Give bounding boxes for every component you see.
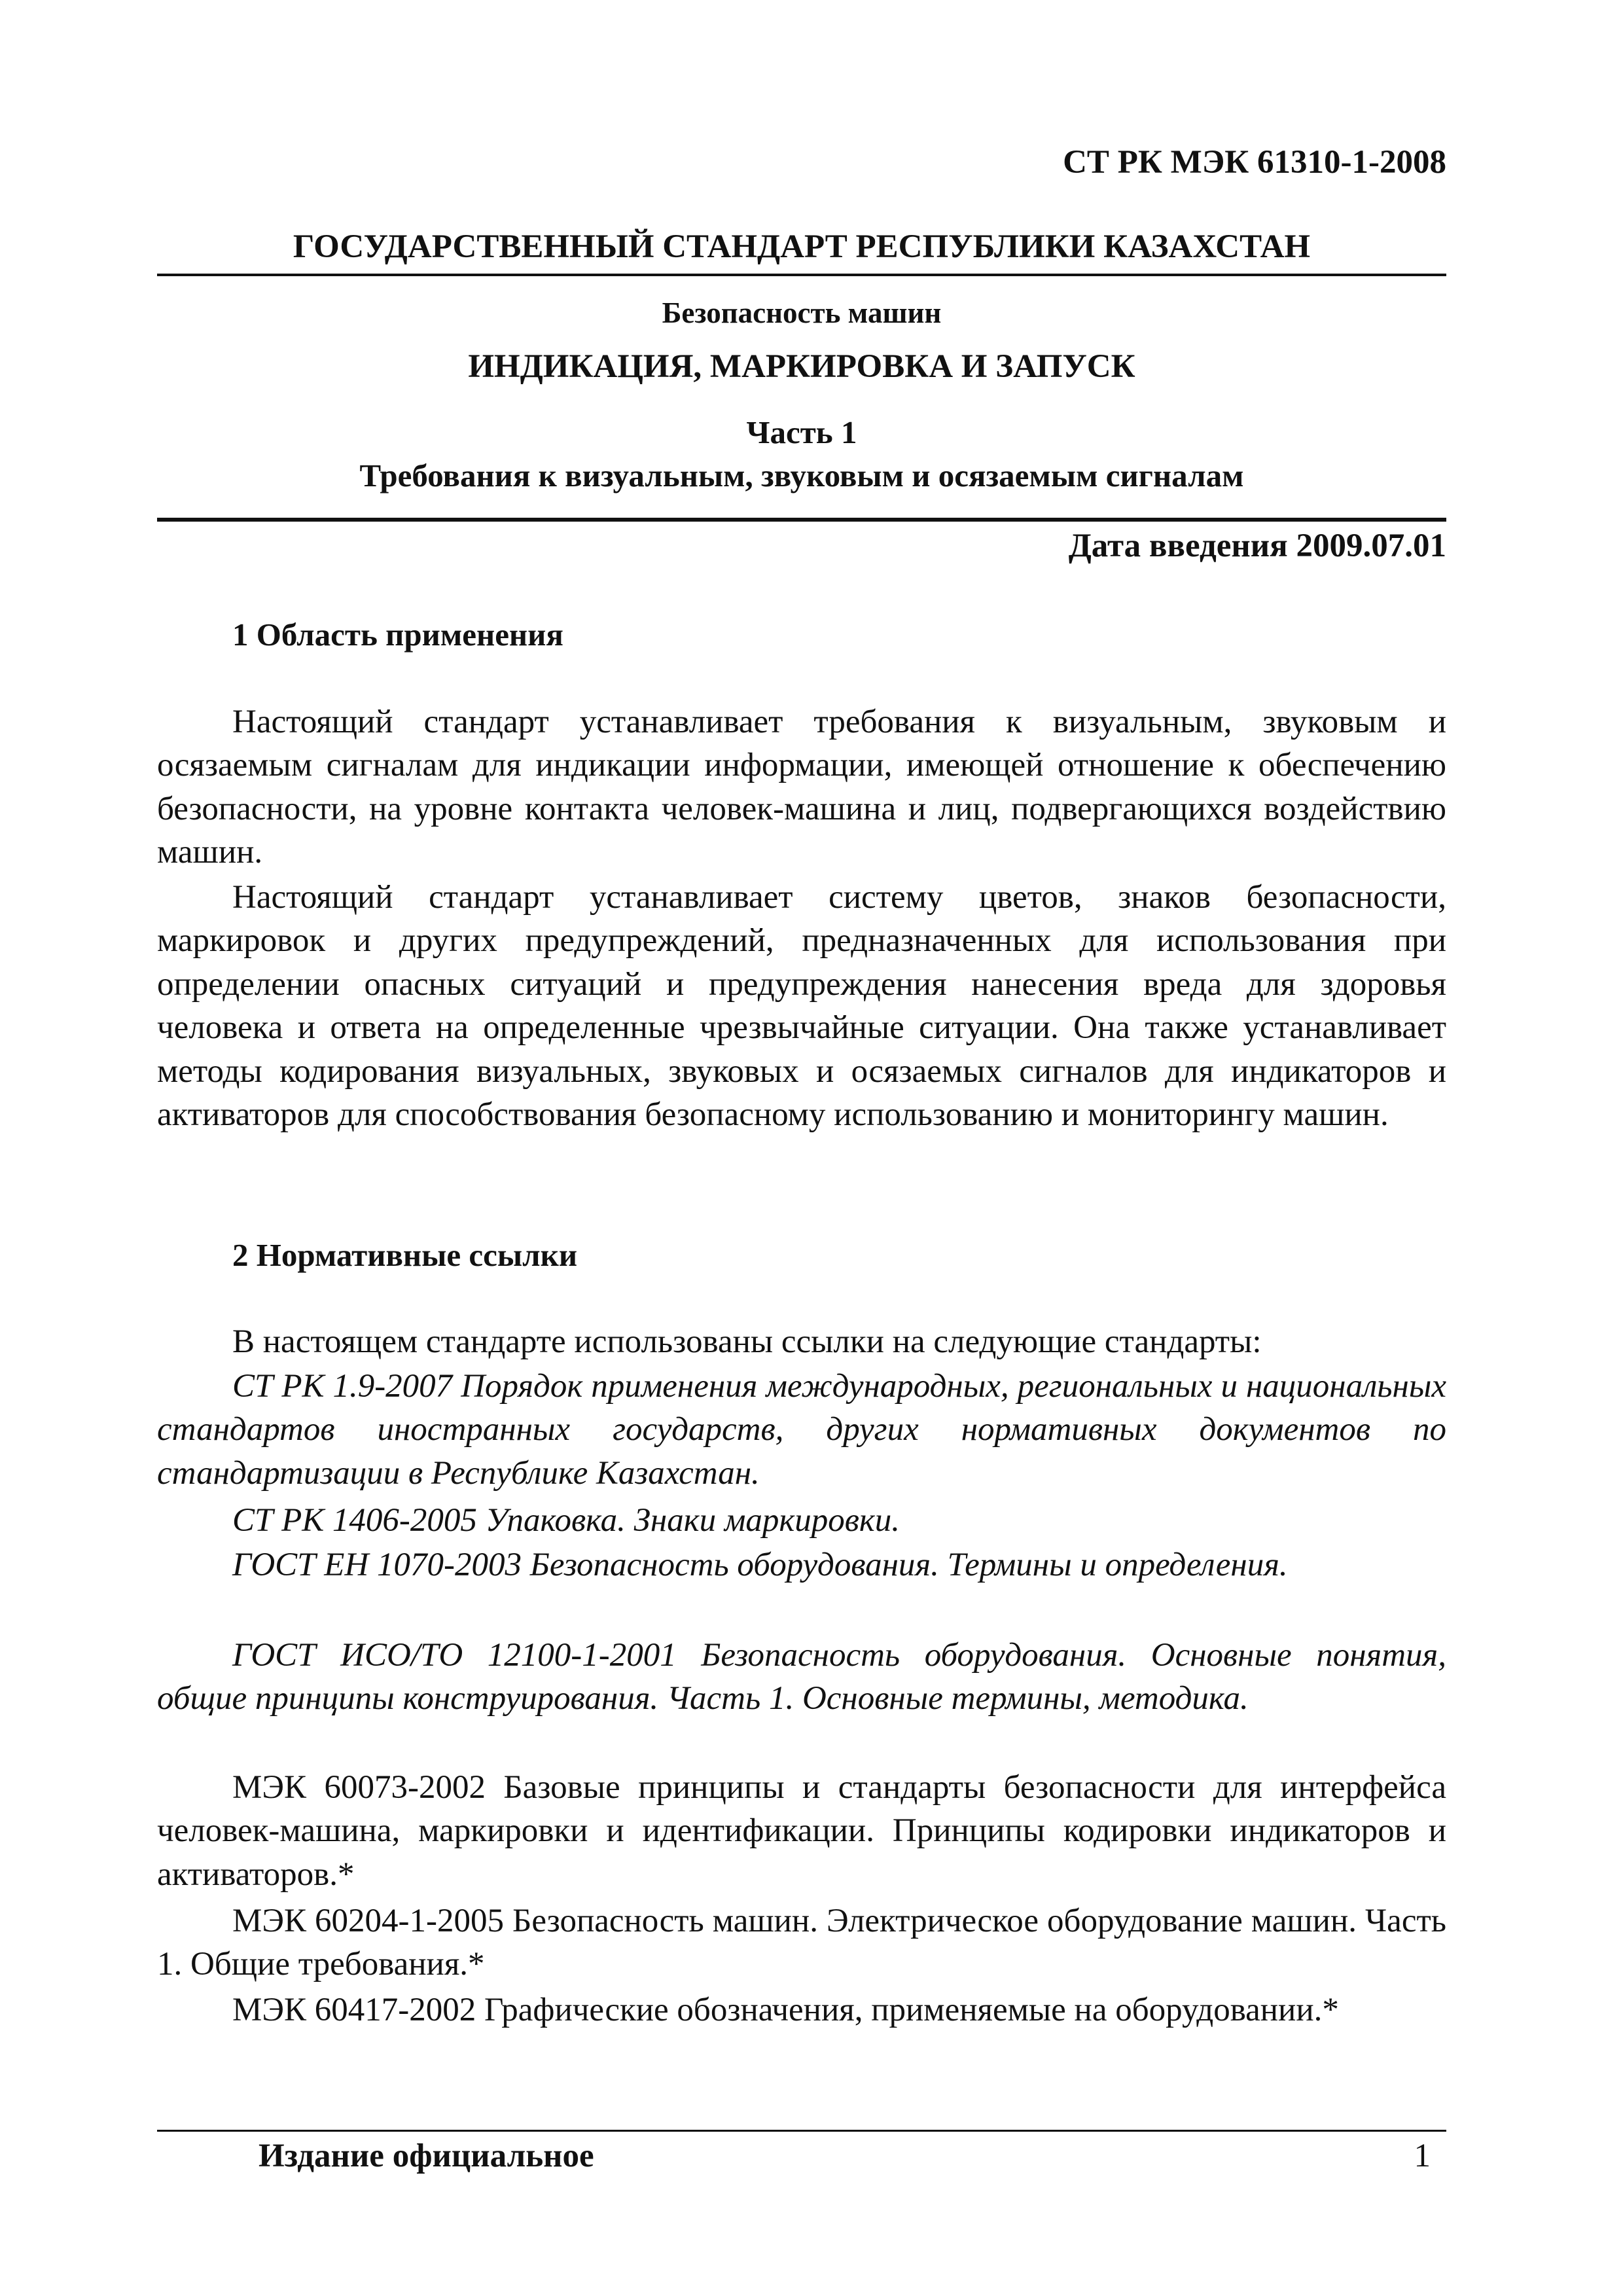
official-edition-label: Издание официальное [259,2138,594,2174]
section-1-heading: 1 Область применения [232,617,563,653]
reference-item: МЭК 60417-2002 Графические обозначения, применяемые на оборудовании.* [232,1992,1339,2028]
scope-paragraph: Настоящий стандарт устанавливает требования к визуальным, звуковым и осязаемым сигналам для индикации информации, имеющей отношение к обеспечению безопасности, на уровне контакта человек-машина и лиц, подвергающихся воздействию машин. [157,704,1446,871]
introduction-date: Дата введения 2009.07.01 [1068,528,1446,564]
document-code: СТ РК МЭК 61310-1-2008 [1063,144,1446,181]
scope-paragraph: Настоящий стандарт устанавливает систему цветов, знаков безопасности, маркировок и других предупреждений, предназначенных для использования при определении опасных ситуаций и предупреждения нанесения вреда для здоровья человека и ответа на определенные чрезвычайные ситуации. Она также устанавливает методы кодирования визуальных, звуковых и осязаемых сигналов для индикаторов и активаторов для способствования безопасному использованию и мониторингу машин. [157,879,1446,1134]
header-top-rule [157,274,1446,276]
reference-item: ГОСТ ИСО/ТО 12100-1-2001 Безопасность оборудования. Основные понятия, общие принципы конструирования. Часть 1. Основные термины, методика. [157,1637,1446,1717]
reference-item: СТ РК 1406-2005 Упаковка. Знаки маркировки. [232,1502,900,1539]
document-page [157,0,1446,2296]
reference-item: МЭК 60073-2002 Базовые принципы и стандарты безопасности для интерфейса человек-машина, маркировки и идентификации. Принципы кодировки индикаторов и активаторов.* [157,1769,1446,1893]
standard-part: Часть 1 [746,414,857,450]
references-intro: В настоящем стандарте использованы ссылки на следующие стандарты: [232,1323,1262,1360]
reference-item: МЭК 60204-1-2005 Безопасность машин. Электрическое оборудование машин. Часть 1. Общие требования.* [157,1903,1446,1983]
state-standard-title: ГОСУДАРСТВЕННЫЙ СТАНДАРТ РЕСПУБЛИКИ КАЗАХСТАН [293,228,1311,265]
standard-subtitle: Требования к визуальным, звуковым и осязаемым сигналам [359,457,1244,493]
standard-main-title: ИНДИКАЦИЯ, МАРКИРОВКА И ЗАПУСК [468,348,1135,385]
page-number: 1 [1414,2138,1431,2174]
standard-category: Безопасность машин [662,296,942,329]
header-bottom-rule [157,518,1446,522]
reference-item: ГОСТ ЕН 1070-2003 Безопасность оборудования. Термины и определения. [232,1547,1288,1583]
reference-item: СТ РК 1.9-2007 Порядок применения международных, региональных и национальных стандартов иностранных государств, других нормативных документов по стандартизации в Республике Казахстан. [157,1368,1446,1492]
footer-rule [157,2130,1446,2132]
section-2-heading: 2 Нормативные ссылки [232,1237,578,1273]
